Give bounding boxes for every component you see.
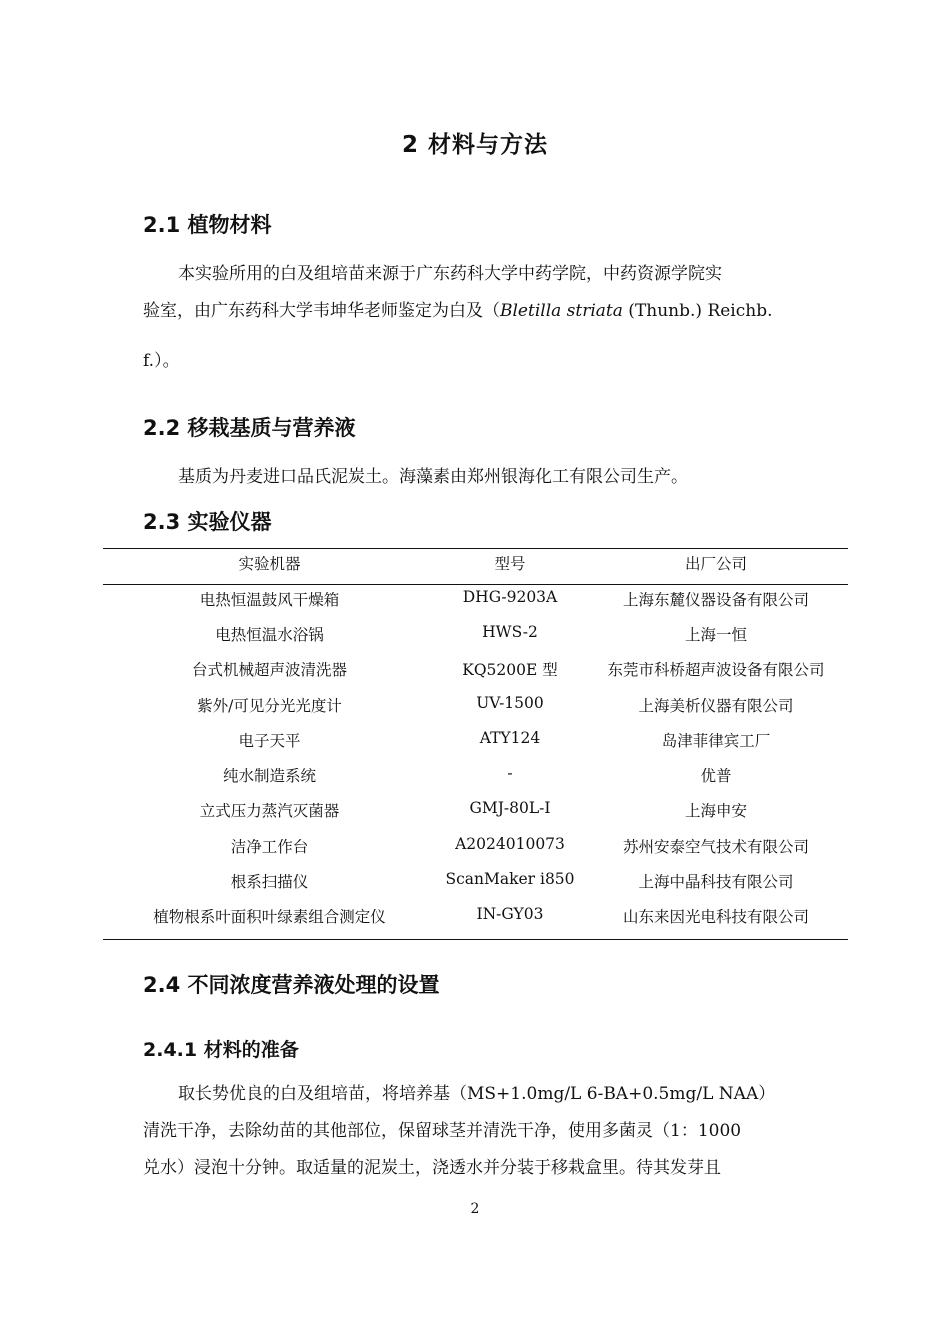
paragraph-line: f.）。: [143, 351, 180, 371]
table-cell: KQ5200E 型: [462, 661, 558, 679]
table-cell: 纯水制造系统: [222, 767, 316, 785]
table-cell: 上海申安: [684, 802, 747, 820]
table-cell: HWS-2: [482, 623, 538, 641]
table-cell: 紫外/可见分光光度计: [197, 697, 342, 715]
section-heading-2-4-1: 2.4.1 材料的准备: [143, 1039, 299, 1061]
table-cell: IN-GY03: [476, 905, 544, 923]
paragraph-line: 清洗干净，去除幼苗的其他部位，保留球茎并清洗干净，使用多菌灵（1：1000: [143, 1121, 742, 1141]
table-cell: 电热恒温水浴锅: [215, 626, 324, 644]
table-top-rule: [103, 548, 583, 549]
table-cell: 电热恒温鼓风干燥箱: [199, 591, 340, 609]
table-cell: 上海一恒: [684, 626, 747, 644]
page-number: 2: [470, 1201, 480, 1217]
table-cell: 台式机械超声波清洗器: [191, 661, 347, 679]
table-cell: DHG-9203A: [462, 588, 558, 606]
instrument-table: [103, 548, 848, 942]
paragraph-line: [143, 303, 773, 320]
section-heading-2-2: 2.2 移栽基质与营养液: [143, 416, 356, 440]
paragraph-line: 本实验所用的白及组培苗来源于广东药科大学中药学院，中药资源学院实: [178, 264, 722, 284]
table-header-cell: 出厂公司: [684, 555, 747, 573]
table-header-cell: 实验机器: [238, 555, 301, 573]
table-cell: 优普: [700, 767, 732, 785]
table-cell: 上海东麓仪器设备有限公司: [622, 591, 809, 609]
table-cell: 电子天平: [238, 732, 301, 750]
table-cell: 苏州安泰空气技术有限公司: [622, 838, 809, 856]
latin-name: Bletilla striata: [500, 301, 623, 321]
table-cell: 上海美析仪器有限公司: [638, 697, 794, 715]
section-heading-2-3: 2.3 实验仪器: [143, 510, 272, 534]
section-heading-2-4: 2.4 不同浓度营养液处理的设置: [143, 973, 440, 997]
paragraph-line: 兑水）浸泡十分钟。取适量的泥炭土，浇透水并分装于移栽盒里。待其发芽且: [143, 1158, 721, 1178]
section-heading-2-1: 2.1 植物材料: [143, 213, 272, 237]
text-span: 验室，由广东药科大学韦坤华老师鉴定为白及（: [143, 301, 500, 321]
paragraph-line: 取长势优良的白及组培苗，将培养基（MS+1.0mg/L 6-BA+0.5mg/L NAA）: [178, 1084, 776, 1104]
text-span: (Thunb.) Reichb.: [622, 301, 773, 321]
table-header-cell: 型号: [494, 555, 526, 573]
table-top-rule: [583, 548, 848, 549]
table-cell: 植物根系叶面积叶绿素组合测定仪: [153, 908, 386, 926]
table-cell: -: [507, 764, 513, 782]
table-cell: ScanMaker i850: [445, 870, 575, 888]
table-cell: 洁净工作台: [230, 838, 309, 856]
table-cell: GMJ-80L-I: [469, 799, 551, 817]
chapter-title: 2 材料与方法: [401, 132, 548, 158]
table-cell: 立式压力蒸汽灭菌器: [199, 802, 340, 820]
table-cell: 上海中晶科技有限公司: [638, 873, 794, 891]
table-header-rule: [103, 584, 848, 585]
table-bottom-rule: [103, 939, 585, 940]
table-bottom-rule: [585, 939, 848, 940]
table-cell: A2024010073: [455, 835, 565, 853]
table-cell: UV-1500: [476, 694, 544, 712]
table-cell: 东莞市科桥超声波设备有限公司: [607, 661, 825, 679]
table-cell: 山东来因光电科技有限公司: [622, 908, 809, 926]
table-cell: 岛津菲律宾工厂: [661, 732, 771, 750]
table-cell: ATY124: [479, 729, 541, 747]
paragraph-line: 基质为丹麦进口品氏泥炭土。海藻素由郑州银海化工有限公司生产。: [178, 467, 688, 487]
table-cell: 根系扫描仪: [230, 873, 309, 891]
